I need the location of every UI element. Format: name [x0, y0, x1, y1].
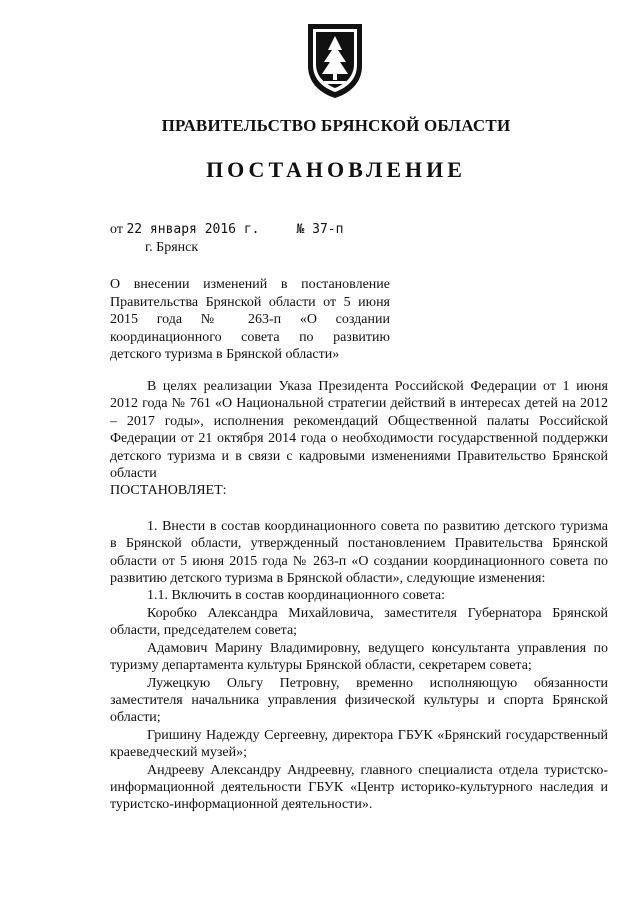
- document-city: г. Брянск: [145, 240, 199, 255]
- resolves-line: ПОСТАНОВЛЯЕТ:: [110, 483, 227, 499]
- item-paragraph: Андрееву Александру Андреевну, главного специалиста отдела туристско-информационной деятельности ГБУК «Центр историко-культурного наследия и туристско-информационной деятельности».: [110, 762, 608, 813]
- date-prefix: от: [110, 222, 123, 237]
- item-paragraph: Лужецкую Ольгу Петровну, временно исполняющую обязанности заместителя начальника управления физической культуры и спорта Брянской области;: [110, 675, 608, 726]
- preamble-paragraph: В целях реализации Указа Президента Российской Федерации от 1 июня 2012 года № 761 «О Национальной стратегии действий в интересах детей на 2012 – 2017 годы», исполнения рекомендаций Общественной палаты Российской Федерации от 21 октября 2014 года о необходимости государственной поддержки детского туризма и в связи с кадровыми изменениями Правительство Брянской области: [110, 379, 608, 482]
- document-date: 22 января 2016 г.: [126, 222, 260, 237]
- item-paragraph: Коробко Александра Михайловича, заместителя Губернатора Брянской области, председателем совета;: [110, 605, 608, 639]
- document-number: № 37-п: [296, 222, 344, 237]
- item-paragraph: 1. Внести в состав координационного совета по развитию детского туризма в Брянской области, утвержденный постановлением Правительства Брянской области от 5 июня 2015 года № 263-п «О создании координационного совета по развитию детского туризма в Брянской области», следующие изменения:: [110, 518, 608, 587]
- item-paragraph: Гришину Надежду Сергеевну, директора ГБУК «Брянский государственный краеведческий музей»;: [110, 727, 608, 761]
- document-type-title: ПОСТАНОВЛЕНИЕ: [206, 157, 466, 182]
- organization-name: ПРАВИТЕЛЬСТВО БРЯНСКОЙ ОБЛАСТИ: [161, 116, 511, 135]
- document-body: [110, 378, 608, 814]
- document-date-number: [110, 222, 343, 238]
- coat-of-arms-emblem: [300, 20, 370, 100]
- item-paragraph: 1.1. Включить в состав координационного совета:: [147, 588, 446, 604]
- document-subject: О внесении изменений в постановление Правительства Брянской области от 5 июня 2015 года № 263-п «О создании координационного совета по развитию детского туризма в Брянской области»: [110, 277, 390, 362]
- item-paragraph: Адамович Марину Владимировну, ведущего консультанта управления по туризму департамента культуры Брянской области, секретарем совета;: [110, 640, 608, 674]
